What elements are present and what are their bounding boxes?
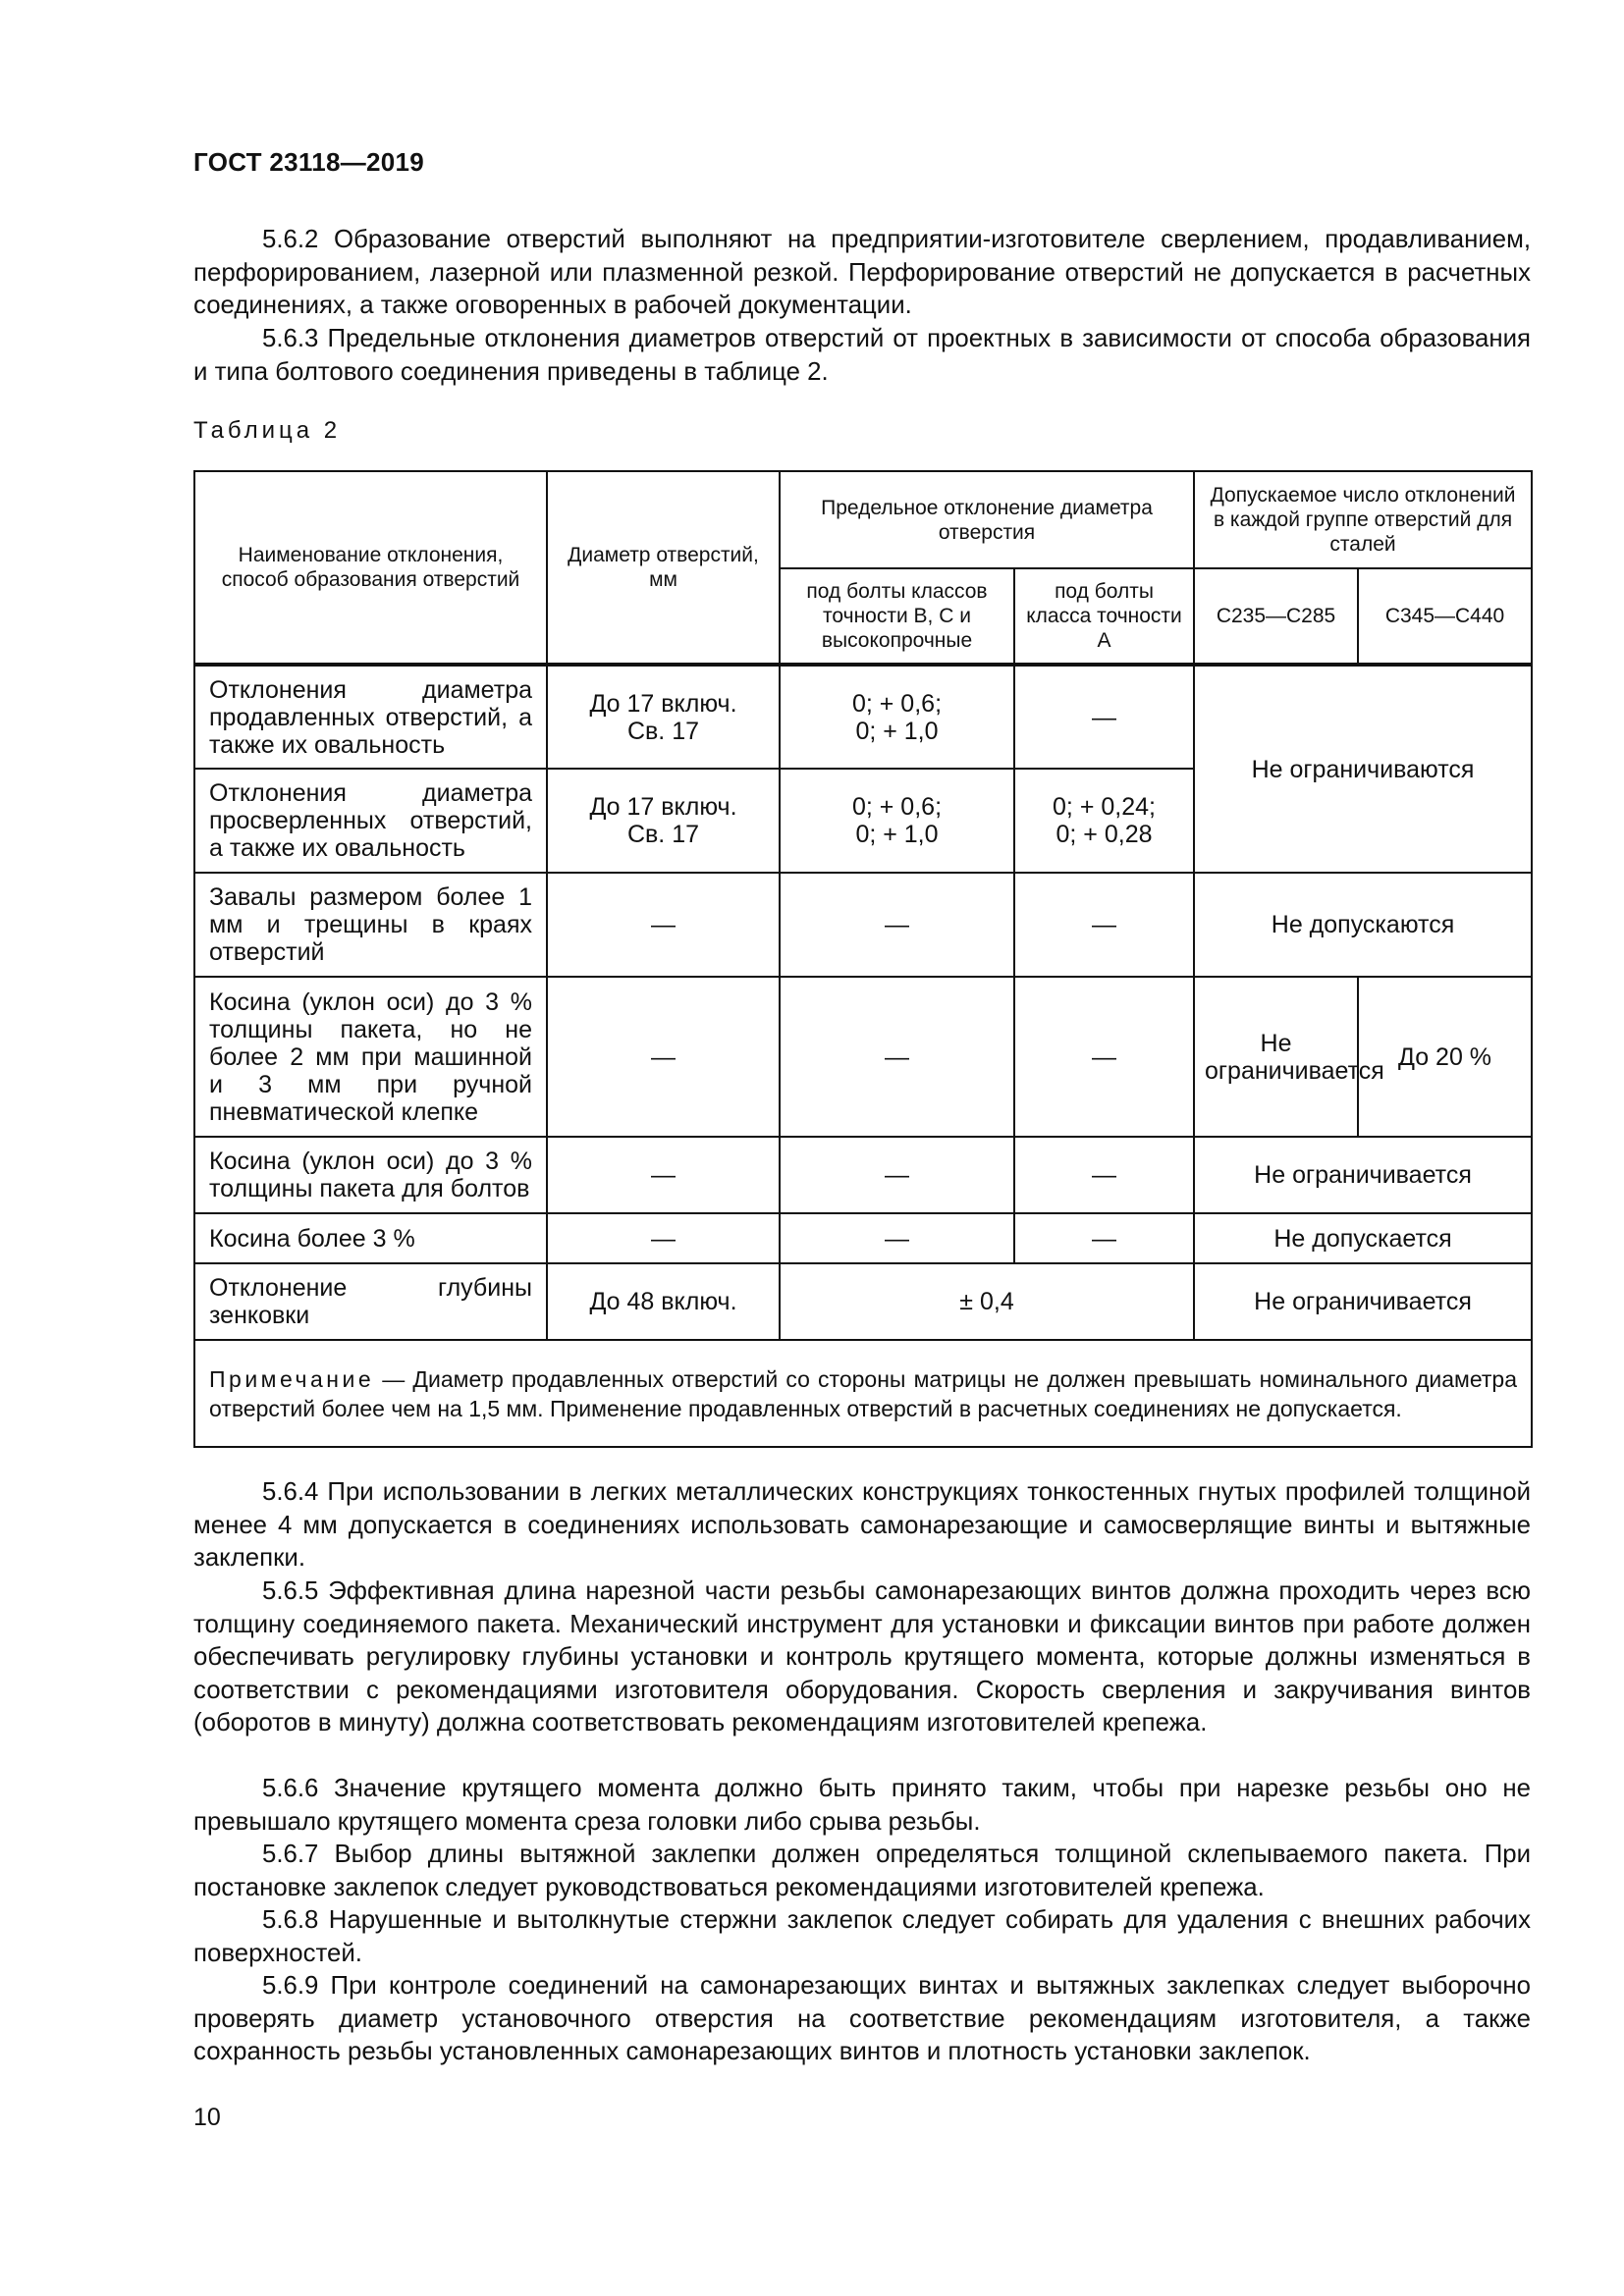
- page-number: 10: [193, 2104, 221, 2131]
- row-deviation-a: —: [1014, 977, 1194, 1137]
- paragraph-5-6-6: 5.6.6 Значение крутящего момента должно быть принято таким, чтобы при нарезке резьбы оно не превышало крутящего момента среза головки либо срыва резьбы.: [193, 1775, 1531, 1836]
- row-diameter: —: [547, 1213, 780, 1263]
- row-allowed: Не допускается: [1194, 1213, 1532, 1263]
- row-deviation-a: —: [1014, 1137, 1194, 1213]
- row-allowed: Не допускаются: [1194, 873, 1532, 977]
- table-row: [194, 1137, 1532, 1213]
- paragraph-5-6-4: 5.6.4 При использовании в легких металлических конструкциях тонкостенных гнутых профилей толщиной менее 4 мм допускается в соединениях использовать самонарезающие и самосверлящие винты и вытяжные заклепки.: [193, 1478, 1531, 1572]
- row-deviation-a: —: [1014, 873, 1194, 977]
- note-text: — Диаметр продавленных отверстий со стороны матрицы не должен превышать номинального диаметра отверстий более чем на 1,5 мм. Применение продавленных отверстий в расчетных соединениях не допускается.: [209, 1365, 1518, 1421]
- table-row: [194, 873, 1532, 977]
- header-name: Наименование отклонения, способ образования отверстий: [194, 471, 547, 665]
- row-diameter: —: [547, 1137, 780, 1213]
- paragraph-5-6-2: 5.6.2 Образование отверстий выполняют на предприятии-изготовителе сверлением, продавливанием, перфорированием, лазерной или плазменной резкой. Перфорирование отверстий не допускается в расчетных соединениях, а также оговоренных в рабочей документации.: [193, 226, 1531, 319]
- paragraph-5-6-7: 5.6.7 Выбор длины вытяжной заклепки должен определяться толщиной склепываемого пакета. При постановке заклепок следует руководствоваться рекомендациями изготовителей крепежа.: [193, 1841, 1531, 1901]
- row-name: Отклонения диаметра просверленных отверстий, а также их овальность: [194, 769, 547, 873]
- row-diameter: До 17 включ. Св. 17: [547, 769, 780, 873]
- table-row: [194, 1213, 1532, 1263]
- row-deviation: ± 0,4: [780, 1263, 1194, 1340]
- header-bolts-a: под болты класса точности А: [1014, 568, 1194, 665]
- table-row: [194, 1263, 1532, 1340]
- row-allowed-steel-2: До 20 %: [1358, 977, 1532, 1137]
- row-allowed-steel-1: Не ограничивается: [1194, 977, 1358, 1137]
- paragraph-5-6-9: 5.6.9 При контроле соединений на самонарезающих винтах и вытяжных заклепках следует выборочно проверять диаметр установочного отверстия на соответствие рекомендациям изготовителя, а также сохранность резьбы установленных самонарезающих винтов и плотность установки заклепок.: [193, 1972, 1531, 2065]
- row-allowed: Не ограничивается: [1194, 1263, 1532, 1340]
- standard-id: ГОСТ 23118—2019: [193, 147, 425, 177]
- row-name: Отклонения диаметра продавленных отверстий, а также их овальность: [194, 665, 547, 769]
- row-deviation-bc: —: [780, 1137, 1014, 1213]
- row-diameter: —: [547, 977, 780, 1137]
- row-deviation-a: 0; + 0,24; 0; + 0,28: [1014, 769, 1194, 873]
- header-steel-2: С345—С440: [1358, 568, 1532, 665]
- table-header-row-1: [194, 471, 1532, 568]
- header-bolts-bc: под болты классов точности В, С и высокопрочные: [780, 568, 1014, 665]
- row-diameter: До 48 включ.: [547, 1263, 780, 1340]
- row-diameter: До 17 включ. Св. 17: [547, 665, 780, 769]
- row-deviation-a: —: [1014, 1213, 1194, 1263]
- row-name: Косина (уклон оси) до 3 % толщины пакета, но не более 2 мм при машинной и 3 мм при ручной пневматической клепке: [194, 977, 547, 1137]
- row-deviation-bc: 0; + 0,6; 0; + 1,0: [780, 665, 1014, 769]
- allowed-merged: Не ограничиваются: [1194, 665, 1532, 873]
- row-deviation-bc: —: [780, 873, 1014, 977]
- header-allowed-group: Допускаемое число отклонений в каждой группе отверстий для сталей: [1194, 471, 1532, 568]
- header-diameter: Диаметр отверстий, мм: [547, 471, 780, 665]
- paragraph-5-6-3: 5.6.3 Предельные отклонения диаметров отверстий от проектных в зависимости от способа образования и типа болтового соединения приведены в таблице 2.: [193, 325, 1531, 386]
- paragraph-5-6-5: 5.6.5 Эффективная длина нарезной части резьбы самонарезающих винтов должна проходить через всю толщину соединяемого пакета. Механический инструмент для установки и фиксации винтов при работе должен обеспечивать регулировку глубины установки и контроль крутящего момента, которые должны изменяться в соответствии с рекомендациями изготовителя оборудования. Скорость сверления и закручивания винтов (оборотов в минуту) должна соответствовать рекомендациям изготовителей крепежа.: [193, 1577, 1531, 1736]
- row-name: Косина более 3 %: [194, 1213, 547, 1263]
- deviations-table: [193, 470, 1533, 1448]
- header-steel-1: С235—С285: [1194, 568, 1358, 665]
- table-caption: Таблица 2: [193, 417, 342, 444]
- table-row: [194, 977, 1532, 1137]
- row-diameter: —: [547, 873, 780, 977]
- paragraph-5-6-8: 5.6.8 Нарушенные и вытолкнутые стержни заклепок следует собирать для удаления с внешних рабочих поверхностей.: [193, 1906, 1531, 1967]
- row-deviation-a: —: [1014, 665, 1194, 769]
- row-deviation-bc: —: [780, 977, 1014, 1137]
- header-deviation-group: Предельное отклонение диаметра отверстия: [780, 471, 1194, 568]
- row-deviation-bc: —: [780, 1213, 1014, 1263]
- row-name: Завалы размером более 1 мм и трещины в краях отверстий: [194, 873, 547, 977]
- table-row: [194, 665, 1532, 769]
- table-note-row: [194, 1340, 1532, 1447]
- table-note: [194, 1340, 1532, 1447]
- row-allowed: Не ограничивается: [1194, 1137, 1532, 1213]
- row-name: Отклонение глубины зенковки: [194, 1263, 547, 1340]
- note-label: Примечание: [209, 1365, 375, 1392]
- row-deviation-bc: 0; + 0,6; 0; + 1,0: [780, 769, 1014, 873]
- row-name: Косина (уклон оси) до 3 % толщины пакета для болтов: [194, 1137, 547, 1213]
